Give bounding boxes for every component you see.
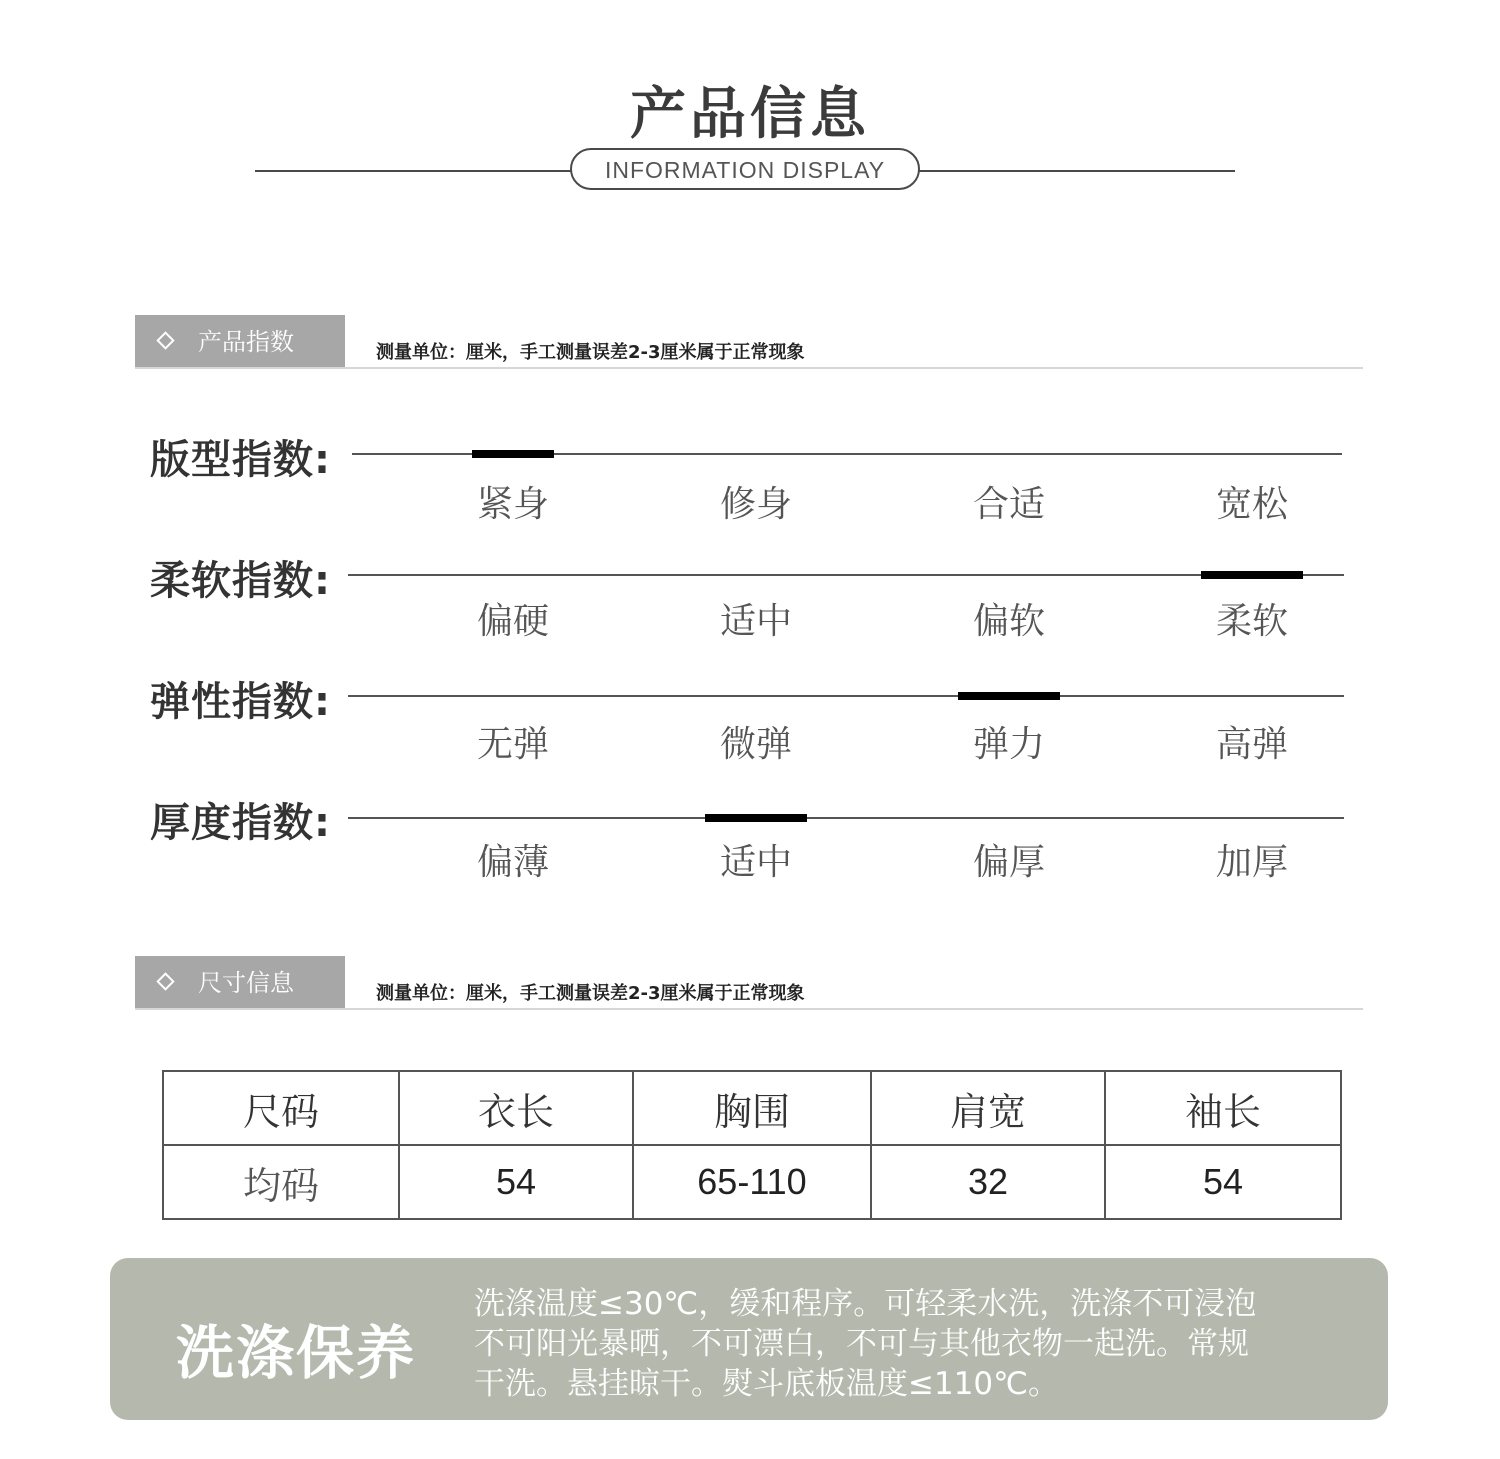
index-option: 柔软 [1215,601,1288,642]
index-option: 修身 [719,484,792,525]
table-cell: 54 [1105,1145,1341,1219]
care-line: 不可阳光暴晒，不可漂白，不可与其他衣物一起洗。常规 [474,1326,1249,1362]
care-line: 洗涤温度≤30℃，缓和程序。可轻柔水洗，洗涤不可浸泡 [474,1286,1257,1322]
index-option: 紧身 [476,484,549,525]
index-option: 加厚 [1215,842,1288,883]
section-tag-label: 尺寸信息 [198,969,294,997]
page-title: 产品信息 [630,82,870,147]
section-tag-label: 产品指数 [198,328,294,356]
index-option: 微弹 [719,724,792,765]
care-line: 干洗。悬挂晾干。熨斗底板温度≤110℃。 [474,1366,1059,1402]
index-option: 偏厚 [972,842,1045,883]
index-option: 偏薄 [476,842,549,883]
page-subtitle: INFORMATION DISPLAY [570,148,920,190]
index-label: 弹性指数: [150,679,331,725]
index-option: 偏软 [972,601,1045,642]
index-label: 版型指数: [150,437,331,483]
index-marker [705,814,807,822]
table-header-cell: 袖长 [1105,1071,1341,1145]
section-note-product-index: 测量单位：厘米，手工测量误差2-3厘米属于正常现象 [376,342,805,363]
section-tag-size-info [135,956,345,1010]
index-option: 合适 [972,484,1045,525]
size-table [162,1070,1342,1220]
index-marker [958,692,1060,700]
index-option: 适中 [719,842,792,883]
care-title: 洗涤保养 [176,1319,417,1387]
index-scale-line [348,817,1344,819]
table-header-cell: 肩宽 [871,1071,1105,1145]
table-cell: 65-110 [633,1145,871,1219]
index-option: 弹力 [972,724,1045,765]
index-option: 无弹 [476,724,549,765]
diamond-icon [156,331,174,349]
table-cell: 54 [399,1145,633,1219]
table-header-cell: 尺码 [163,1071,399,1145]
table-cell: 32 [871,1145,1105,1219]
index-scale-line [348,695,1344,697]
table-row [163,1145,1341,1219]
index-option: 高弹 [1215,724,1288,765]
diamond-icon [156,972,174,990]
index-option: 适中 [719,601,792,642]
section-tag-product-index [135,315,345,369]
table-header-row [163,1071,1341,1145]
index-option: 偏硬 [476,601,549,642]
index-scale-line [348,574,1344,576]
title-divider-left [255,170,571,172]
index-label: 柔软指数: [150,558,331,604]
care-instructions [474,1284,1344,1404]
index-marker [472,450,554,458]
table-header-cell: 衣长 [399,1071,633,1145]
title-divider-right [919,170,1235,172]
table-header-cell: 胸围 [633,1071,871,1145]
section-note-size-info: 测量单位：厘米，手工测量误差2-3厘米属于正常现象 [376,983,805,1004]
index-marker [1201,571,1303,579]
section-rule [135,1008,1363,1010]
index-option: 宽松 [1215,484,1288,525]
section-rule [135,367,1363,369]
index-label: 厚度指数: [150,800,331,846]
table-cell: 均码 [163,1145,399,1219]
